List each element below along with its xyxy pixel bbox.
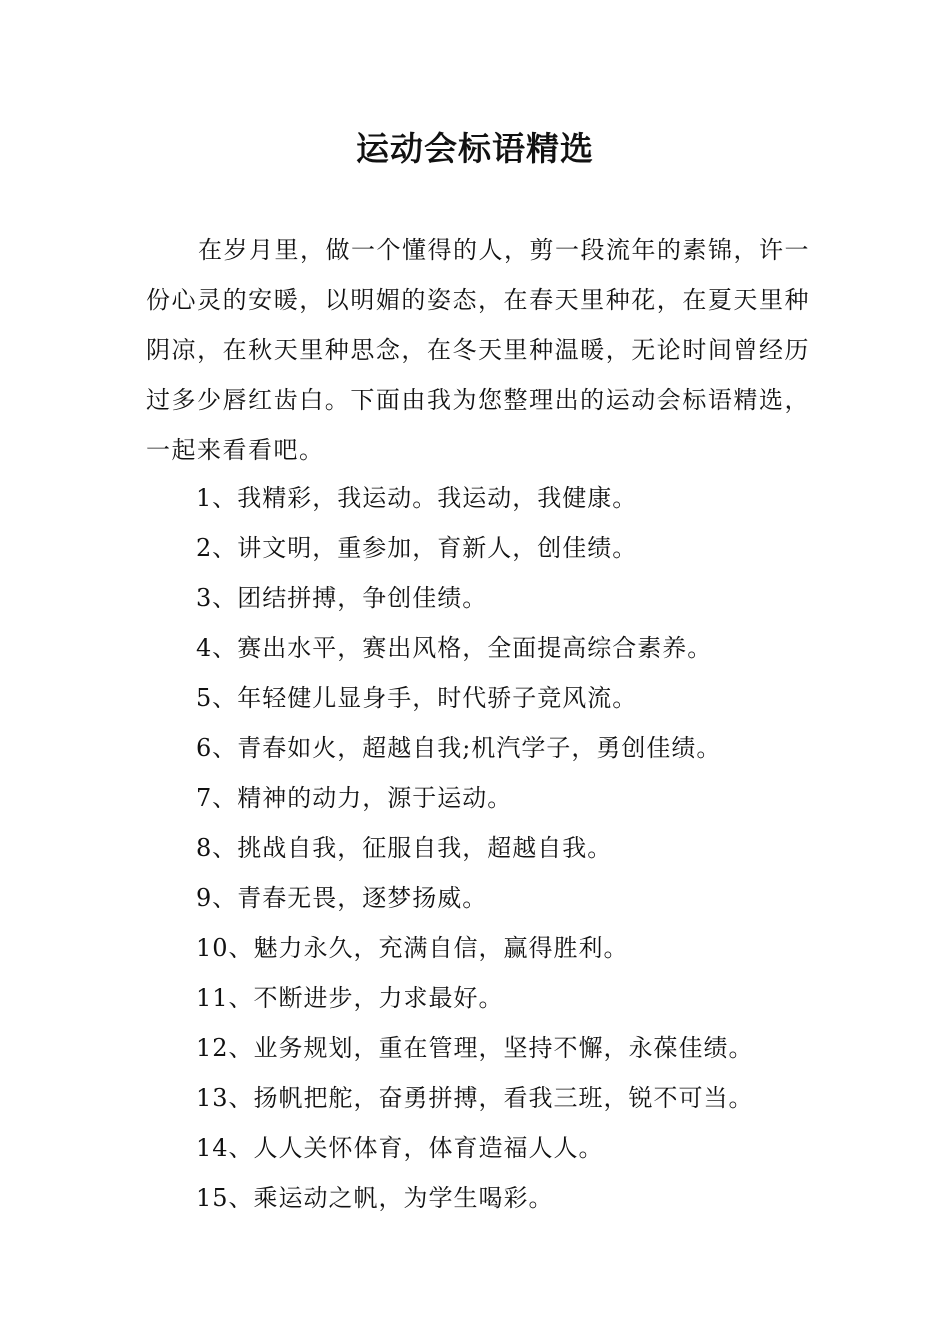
list-item: 8、挑战自我，征服自我，超越自我。 (196, 834, 613, 862)
slogan-list (196, 473, 816, 1223)
list-item: 14、人人关怀体育，体育造福人人。 (196, 1134, 604, 1162)
list-item: 2、讲文明，重参加，育新人，创佳绩。 (196, 534, 638, 562)
list-item: 9、青春无畏，逐梦扬威。 (196, 884, 488, 912)
list-item: 13、扬帆把舵，奋勇拼搏，看我三班，锐不可当。 (196, 1084, 754, 1112)
list-item: 15、乘运动之帆，为学生喝彩。 (196, 1184, 554, 1212)
list-item: 3、团结拼搏，争创佳绩。 (196, 584, 488, 612)
list-item: 7、精神的动力，源于运动。 (196, 784, 513, 812)
list-item: 5、年轻健儿显身手，时代骄子竞风流。 (196, 684, 638, 712)
list-item: 1、我精彩，我运动。我运动，我健康。 (196, 484, 638, 512)
intro-paragraph: 在岁月里，做一个懂得的人，剪一段流年的素锦，许一份心灵的安暖，以明媚的姿态，在春天里种花，在夏天里种阴凉，在秋天里种思念，在冬天里种温暖，无论时间曾经历过多少唇红齿白。下面由我为您整理出的运动会标语精选，一起来看看吧。 (146, 236, 810, 464)
list-item: 12、业务规划，重在管理，坚持不懈，永葆佳绩。 (196, 1034, 754, 1062)
list-item: 11、不断进步，力求最好。 (196, 984, 504, 1012)
list-item: 10、魅力永久，充满自信，赢得胜利。 (196, 934, 629, 962)
list-item: 4、赛出水平，赛出风格，全面提高综合素养。 (196, 634, 713, 662)
page-title: 运动会标语精选 (356, 129, 594, 168)
list-item: 6、青春如火，超越自我;机汽学子，勇创佳绩。 (196, 734, 722, 762)
